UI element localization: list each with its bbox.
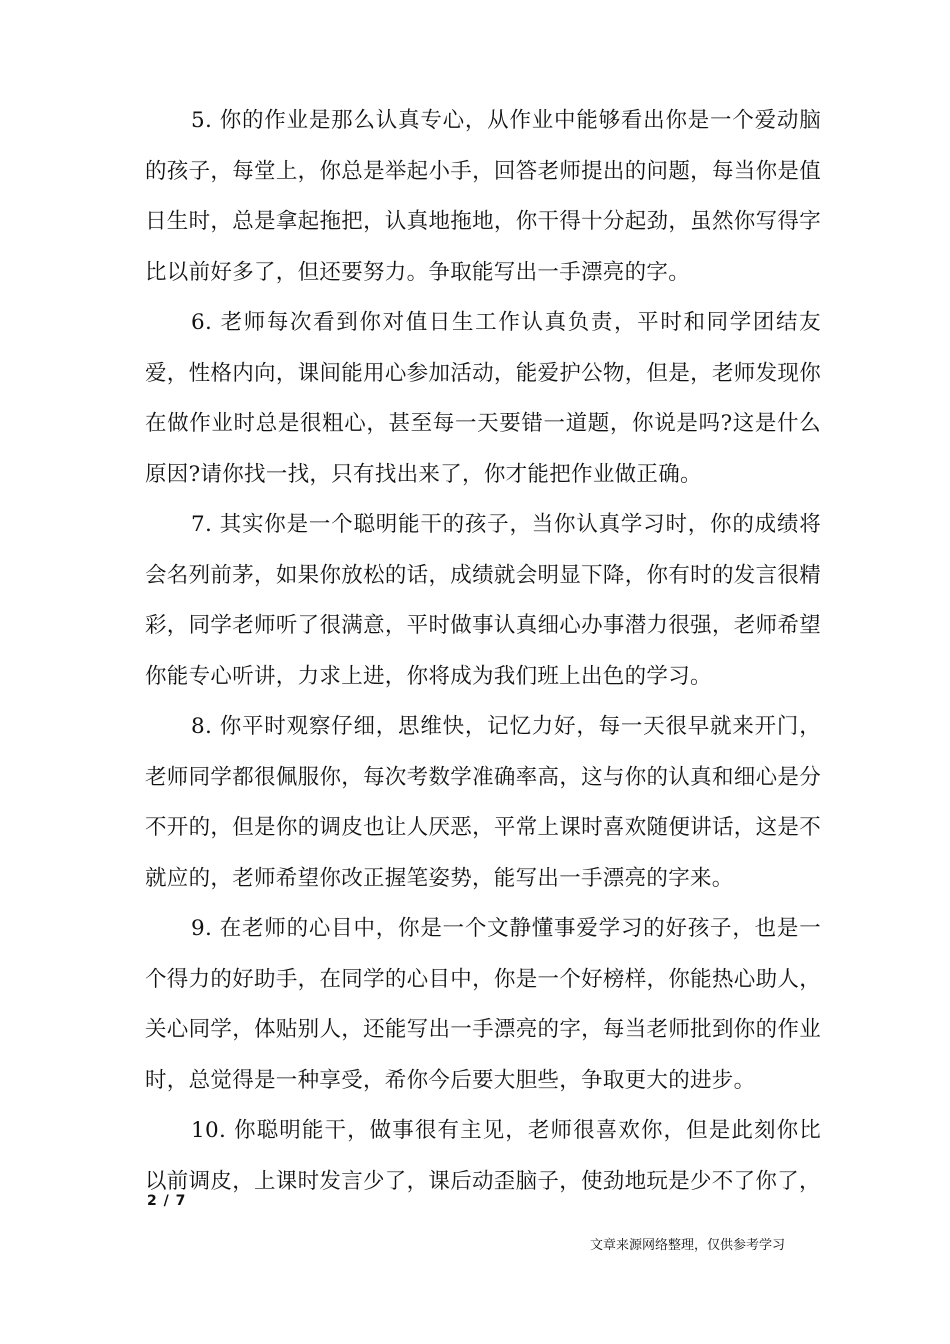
source-note: 文章来源网络整理，仅供参考学习 bbox=[590, 1238, 786, 1253]
paragraph-7: 7. 其实你是一个聪明能干的孩子，当你认真学习时，你的成绩将会名列前茅，如果你放松的话，成绩就会明显下降，你有时的发言很精彩，同学老师听了很满意，平时做事认真细心办事潜力很强，老师希望你能专心听讲，力求上进，你将成为我们班上出色的学习。 bbox=[145, 512, 821, 689]
paragraph-9: 9. 在老师的心目中，你是一个文静懂事爱学习的好孩子，也是一个得力的好助手，在同学的心目中，你是一个好榜样，你能热心助人，关心同学，体贴别人，还能写出一手漂亮的字，每当老师批到你的作业时，总觉得是一种享受，希你今后要大胆些，争取更大的进步。 bbox=[145, 916, 821, 1093]
paragraph-5: 5. 你的作业是那么认真专心，从作业中能够看出你是一个爱动脑的孩子，每堂上，你总是举起小手，回答老师提出的问题，每当你是值日生时，总是拿起拖把，认真地拖地，你干得十分起劲，虽然你写得字比以前好多了，但还要努力。争取能写出一手漂亮的字。 bbox=[145, 108, 821, 285]
paragraph-8: 8. 你平时观察仔细，思维快，记忆力好，每一天很早就来开门，老师同学都很佩服你，每次考数学准确率高，这与你的认真和细心是分不开的，但是你的调皮也让人厌恶，平常上课时喜欢随便讲话，这是不就应的，老师希望你改正握笔姿势，能写出一手漂亮的字来。 bbox=[145, 714, 821, 891]
paragraph-10: 10. 你聪明能干，做事很有主见，老师很喜欢你，但是此刻你比以前调皮，上课时发言少了，课后动歪脑子，使劲地玩是少不了你了， bbox=[145, 1118, 821, 1194]
document-body bbox=[145, 96, 821, 1207]
page-number: 2 / 7 bbox=[147, 1193, 187, 1209]
paragraph-6: 6. 老师每次看到你对值日生工作认真负责，平时和同学团结友爱，性格内向，课间能用心参加活动，能爱护公物，但是，老师发现你在做作业时总是很粗心，甚至每一天要错一道题，你说是吗?这是什么原因?请你找一找，只有找出来了，你才能把作业做正确。 bbox=[145, 310, 821, 487]
